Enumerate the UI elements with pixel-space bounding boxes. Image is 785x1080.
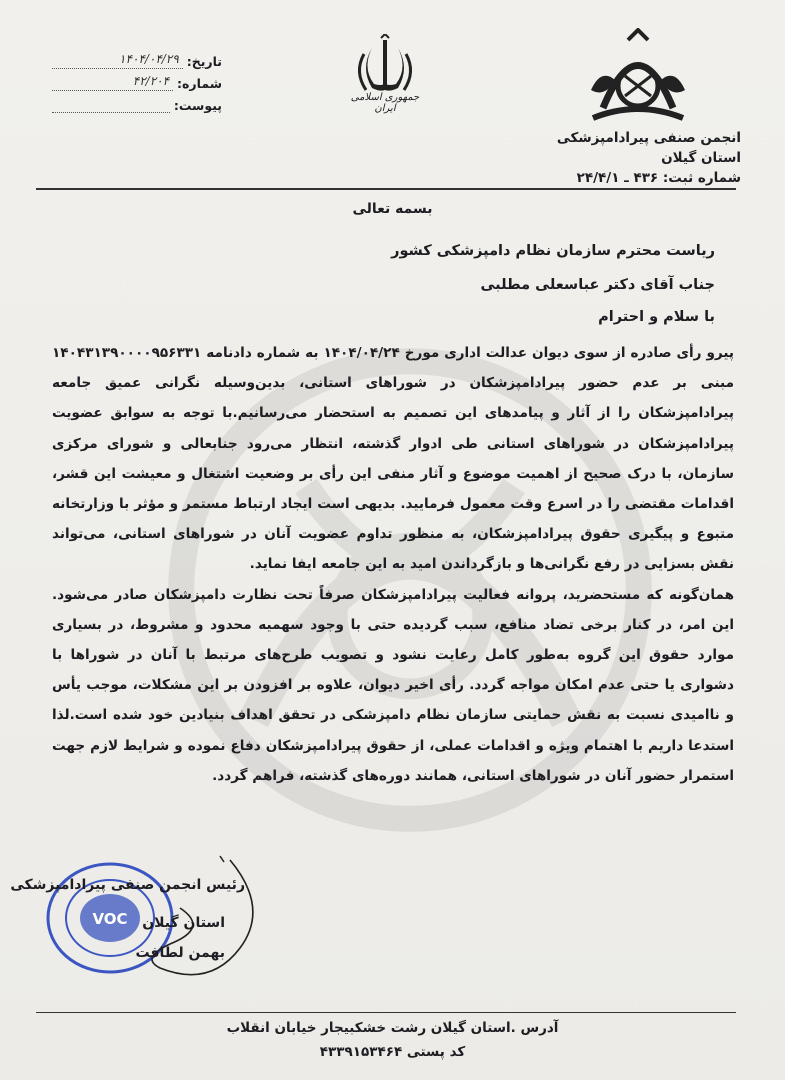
attachment-row <box>52 91 222 113</box>
footer-divider <box>36 1012 736 1013</box>
bismillah: بسمه تعالی <box>352 201 433 217</box>
org-header <box>521 128 741 188</box>
header-divider <box>36 188 736 190</box>
emblem-caption: جمهوری اسلامی ایران <box>350 92 420 114</box>
recipient-name: جناب آقای دکتر عباسعلی مطلبی <box>480 277 715 293</box>
signer-title: رئیس انجمن صنفی پیرادامپزشکی <box>10 877 245 893</box>
footer-address: آدرس .استان گیلان رشت خشکبیجار خیابان انقلاب <box>226 1020 559 1036</box>
attachment-value <box>52 96 170 113</box>
letter-meta <box>52 47 222 113</box>
org-name: انجمن صنفی پیرادامپزشکی استان گیلان <box>556 130 741 166</box>
number-value: ۴۲/۲۰۴ <box>52 74 173 91</box>
footer-postal-code: کد پستی ۴۳۳۹۱۵۳۴۶۴ <box>319 1044 466 1060</box>
date-value: ۱۴۰۴/۰۴/۲۹ <box>52 52 183 69</box>
registration-number: شماره ثبت: ۴۳۶ ـ ۲۴/۴/۱ <box>576 170 741 186</box>
body-paragraph: همان‌گونه که مستحضرید، پروانه فعالیت پیرادامپزشکان صرفاً تحت نظارت دامپزشکان صادر می‌شود. این امر، در کنار برخی تضاد منافع، سبب گردیده حتی با وجود سهمیه محدود و مشروط، در بسیاری موارد حقوق این گروه به‌طور کامل رعایت نشود و تصویب طرح‌های مرتبط با آنان در شوراها با دشواری یا حتی عدم امکان مواجه گردد. رأی اخیر دیوان، علاوه بر افزودن بر این مشکلات، موجب یأس و ناامیدی نسبت به نقش حمایتی سازمان نظام دامپزشکی در تحقق اهداف بنیادین خود شده است.لذا استدعا داریم با اهتمام ویژه و اقدامات عملی، از حقوق پیرادامپزشکان دفاع نموده و شرایط لازم جهت استمرار حضور آنان در شوراهای استانی، همانند دوره‌های گذشته، فراهم گردد. <box>52 586 734 784</box>
stamp-abbr: VOC <box>92 910 128 928</box>
signer-province: استان گیلان <box>142 915 225 931</box>
letter-body <box>52 338 734 791</box>
number-row <box>52 69 222 91</box>
date-label: تاریخ: <box>186 54 222 69</box>
association-logo <box>583 28 693 128</box>
body-paragraph: پیرو رأی صادره از سوی دیوان عدالت اداری مورخ ۱۴۰۴/۰۴/۲۴ به شماره دادنامه ۱۴۰۴۳۱۳۹۰۰۰۰۹۵۶۳۳۱ مبنی بر عدم حضور پیرادامپزشکان در شوراهای استانی، بدین‌وسیله نگرانی عمیق جامعه پیرادامپزشکان را از آثار و پیامدهای این تصمیم به استحضار می‌رسانیم.با توجه به سوابق عضویت پیرادامپزشکان در شوراهای استانی طی ادوار گذشته، انتظار می‌رود جنابعالی و شورای مرکزی سازمان، با درک صحیح از اهمیت موضوع و آثار منفی این رأی بر وضعیت اشتغال و معیشت این قشر، اقدامات مقتضی را در اسرع وقت معمول فرمایید. بدیهی است ایجاد ارتباط مستمر و مؤثر با وزارتخانه متبوع و پیگیری حقوق پیرادامپزشکان، به منظور تداوم عضویت آنان در شوراهای استانی، می‌تواند نقش بسزایی در رفع نگرانی‌ها و بازگرداندن امید به این جامعه ایفا نماید. <box>52 345 735 573</box>
recipient-title: ریاست محترم سازمان نظام دامپزشکی کشور <box>391 243 715 259</box>
attachment-label: پیوست: <box>173 98 222 113</box>
signer-name: بهمن لطافت <box>135 945 225 961</box>
greeting: با سلام و احترام <box>598 309 715 325</box>
date-row <box>52 47 222 69</box>
number-label: شماره: <box>177 76 222 91</box>
